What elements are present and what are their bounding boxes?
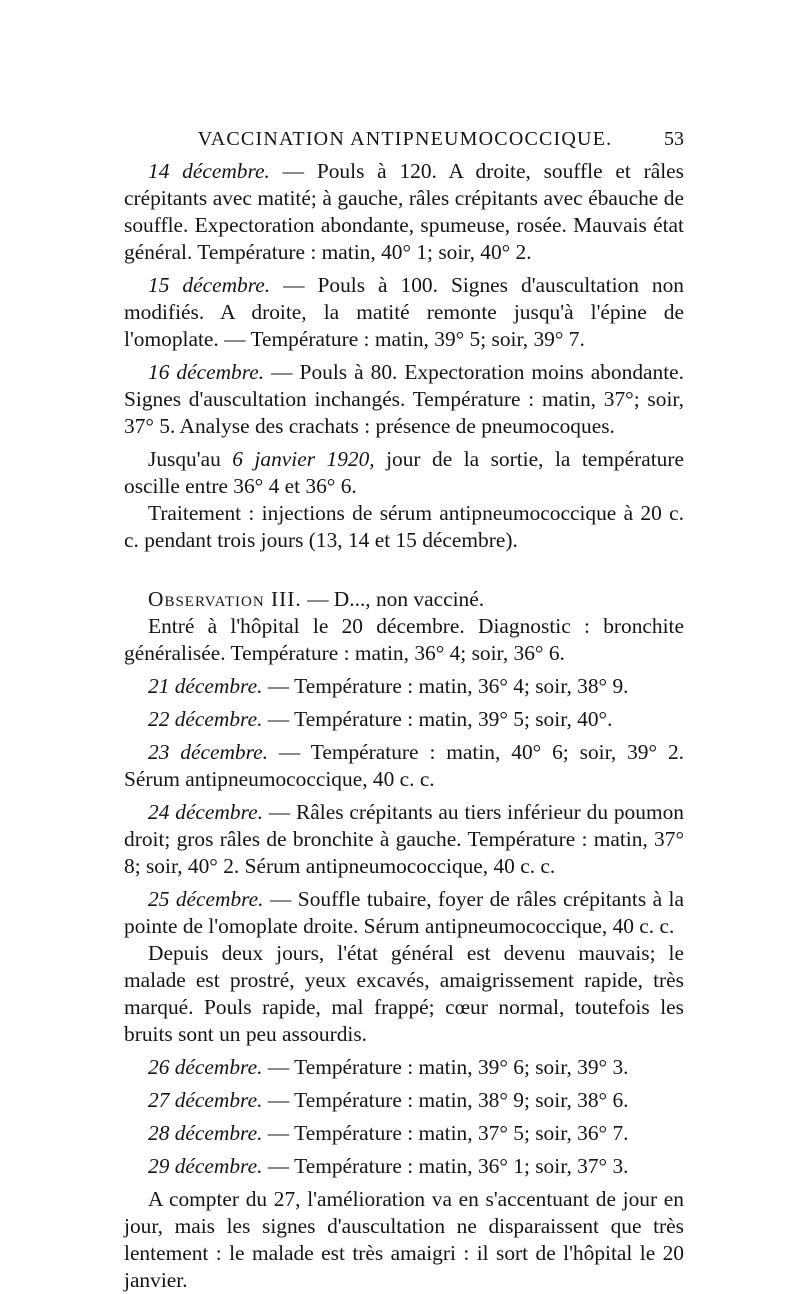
- paragraph-text: — D..., non vacciné.: [301, 587, 485, 611]
- paragraph-text: — Température : matin, 36° 1; soir, 37° 3.: [262, 1154, 629, 1178]
- page-body: [124, 158, 684, 1294]
- paragraph-23-decembre: [124, 739, 684, 793]
- paragraph-text: — Température : matin, 37° 5; soir, 36° 7.: [262, 1121, 629, 1145]
- observation-heading: [124, 586, 684, 613]
- paragraph-text: Entré à l'hôpital le 20 décembre. Diagnostic : bronchite généralisée. Température : matin, 36° 4; soir, 36° 6.: [124, 614, 684, 665]
- date-label: 16 décembre.: [148, 360, 265, 384]
- date-label: 29 décembre.: [148, 1154, 263, 1178]
- paragraph-text: — Température : matin, 36° 4; soir, 38° 9.: [262, 674, 629, 698]
- paragraph-text: Depuis deux jours, l'état général est devenu mauvais; le malade est prostré, yeux excavés, amaigrissement rapide, très marqué. Pouls rapide, mal frappé; cœur normal, toutefois les bruits sont un peu assourdis.: [124, 941, 684, 1046]
- date-label: 27 décembre.: [148, 1088, 263, 1112]
- date-label: 6 janvier 1920,: [232, 447, 375, 471]
- paragraph-22-decembre: [124, 706, 684, 733]
- paragraph-14-decembre: [124, 158, 684, 266]
- paragraph-etat-general: [124, 940, 684, 1048]
- paragraph-text-before: Jusqu'au: [148, 447, 233, 471]
- paragraph-text: — Râles crépitants au tiers inférieur du poumon droit; gros râles de bronchite à gauche. Température : matin, 37° 8; soir, 40° 2. Sérum antipneumococcique, 40 c. c.: [124, 800, 684, 878]
- paragraph-21-decembre: [124, 673, 684, 700]
- paragraph-text: — Pouls à 100. Signes d'auscultation non modifiés. A droite, la matité remonte jusqu'à l'épine de l'omoplate. — Température : matin, 39° 5; soir, 39° 7.: [124, 273, 684, 351]
- paragraph-text: Traitement : injections de sérum antipneumococcique à 20 c. c. pendant trois jours (13, 14 et 15 décembre).: [124, 501, 684, 552]
- running-title: VACCINATION ANTIPNEUMOCOCCIQUE.: [197, 128, 613, 150]
- date-label: 24 décembre.: [148, 800, 263, 824]
- paragraph-25-decembre: [124, 886, 684, 940]
- paragraph-text: — Température : matin, 40° 6; soir, 39° 2. Sérum antipneumococcique, 40 c. c.: [124, 740, 684, 791]
- paragraph-amelioration: [124, 1186, 684, 1294]
- paragraph-29-decembre: [124, 1153, 684, 1180]
- paragraph-text: jour de la sortie, la température oscille entre 36° 4 et 36° 6.: [124, 447, 684, 498]
- paragraph-text: — Température : matin, 38° 9; soir, 38° 6.: [262, 1088, 629, 1112]
- paragraph-text: — Température : matin, 39° 6; soir, 39° 3.: [262, 1055, 629, 1079]
- paragraph-text: — Pouls à 80. Expectoration moins abondante. Signes d'auscultation inchangés. Température : matin, 37°; soir, 37° 5. Analyse des crachats : présence de pneumocoques.: [124, 360, 684, 438]
- paragraph-entree: [124, 613, 684, 667]
- date-label: 25 décembre.: [148, 887, 264, 911]
- date-label: 28 décembre.: [148, 1121, 263, 1145]
- date-label: 23 décembre.: [148, 740, 268, 764]
- date-label: 14 décembre.: [148, 159, 270, 183]
- paragraph-text: — Souffle tubaire, foyer de râles crépitants à la pointe de l'omoplate droite. Sérum antipneumococcique, 40 c. c.: [124, 887, 684, 938]
- date-label: 15 décembre.: [148, 273, 271, 297]
- paragraph-16-decembre: [124, 359, 684, 440]
- page-number: 53: [664, 128, 684, 150]
- paragraph-text: — Température : matin, 39° 5; soir, 40°.: [262, 707, 613, 731]
- paragraph-traitement: [124, 500, 684, 554]
- paragraph-sortie: [124, 446, 684, 500]
- paragraph-15-decembre: [124, 272, 684, 353]
- observation-label: Observation III.: [148, 587, 302, 611]
- paragraph-text: A compter du 27, l'amélioration va en s'accentuant de jour en jour, mais les signes d'auscultation ne disparaissent que très lentement : le malade est très amaigri : il sort de l'hôpital le 20 janvier.: [124, 1187, 684, 1292]
- paragraph-27-decembre: [124, 1087, 684, 1114]
- date-label: 21 décembre.: [148, 674, 263, 698]
- paragraph-26-decembre: [124, 1054, 684, 1081]
- paragraph-text: — Pouls à 120. A droite, souffle et râles crépitants avec matité; à gauche, râles crépitants avec ébauche de souffle. Expectoration abondante, spumeuse, rosée. Mauvais état général. Température : matin, 40° 1; soir, 40° 2.: [124, 159, 684, 264]
- paragraph-24-decembre: [124, 799, 684, 880]
- page-header: [126, 124, 684, 154]
- paragraph-28-decembre: [124, 1120, 684, 1147]
- date-label: 26 décembre.: [148, 1055, 263, 1079]
- date-label: 22 décembre.: [148, 707, 263, 731]
